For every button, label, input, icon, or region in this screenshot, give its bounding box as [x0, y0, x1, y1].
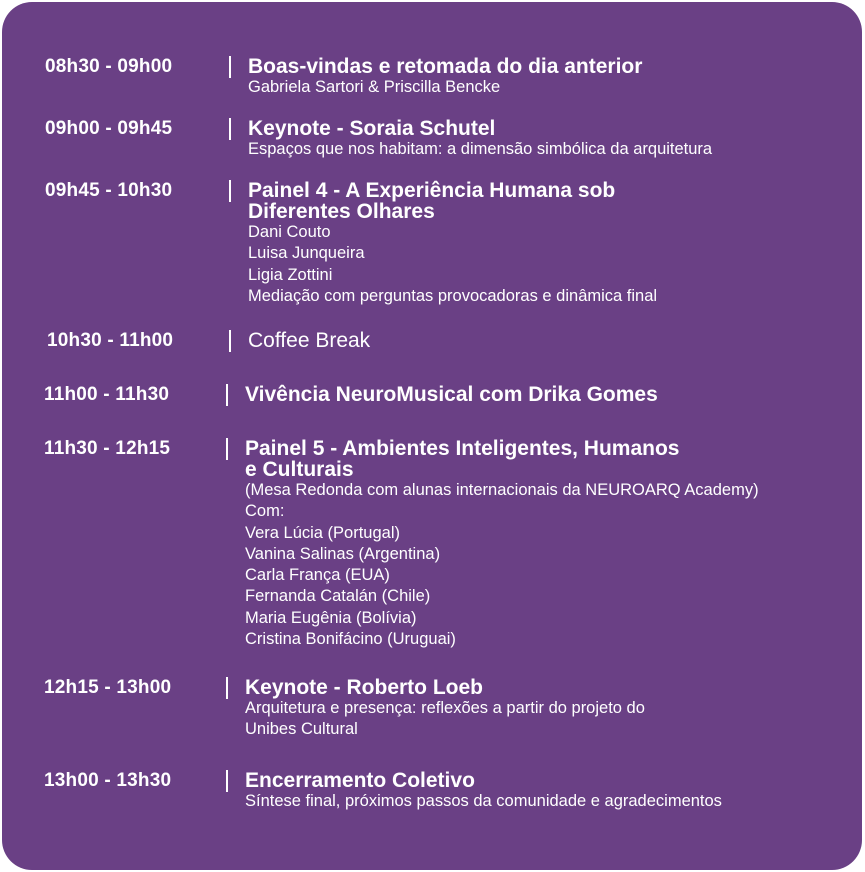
panelist-name: Luisa Junqueira [248, 244, 365, 263]
session-detail: Síntese final, próximos passos da comunidade e agradecimentos [245, 792, 722, 810]
time-slot: 09h00 - 09h45 [45, 118, 173, 139]
panelist-name: Cristina Bonifácino (Uruguai) [245, 630, 456, 649]
session-detail: Gabriela Sartori & Priscilla Bencke [248, 78, 501, 96]
time-slot: 09h45 - 10h30 [45, 180, 173, 201]
separator [226, 438, 228, 460]
session-title: Keynote - Soraia Schutel [248, 117, 496, 140]
time-slot: 11h00 - 11h30 [44, 384, 170, 405]
session-content [245, 384, 852, 405]
separator [229, 56, 231, 78]
session-title: Keynote - Roberto Loeb [245, 676, 484, 699]
session-title: Painel 4 - A Experiência Humana sob Diferentes Olhares [248, 179, 616, 223]
panelist-name: Vanina Salinas (Argentina) [245, 544, 441, 563]
session-detail: Com: [245, 502, 285, 521]
time-slot: 12h15 - 13h00 [44, 677, 172, 698]
session-content [248, 118, 852, 160]
panelist-name: Vera Lúcia (Portugal) [245, 523, 401, 542]
session-content [248, 180, 852, 307]
separator [229, 180, 231, 202]
separator [229, 330, 231, 352]
session-detail: Arquitetura e presença: reflexões a partir do projeto do [245, 699, 645, 717]
session-title: Coffee Break [248, 329, 371, 352]
session-detail: Unibes Cultural [245, 720, 358, 739]
separator [226, 770, 228, 792]
separator [229, 118, 231, 140]
session-content [245, 770, 852, 812]
session-title: Boas-vindas e retomada do dia anterior [248, 55, 643, 78]
time-slot: 11h30 - 12h15 [44, 438, 171, 459]
session-content [248, 330, 852, 351]
session-title: Encerramento Coletivo [245, 769, 475, 792]
session-title: Vivência NeuroMusical com Drika Gomes [245, 383, 658, 406]
session-content [245, 677, 852, 741]
session-detail: (Mesa Redonda com alunas internacionais da NEUROARQ Academy) [245, 481, 759, 499]
panelist-name: Ligia Zottini [248, 265, 333, 284]
panelist-name: Carla França (EUA) [245, 566, 390, 585]
panelist-name: Fernanda Catalán (Chile) [245, 587, 431, 606]
panelist-name: Dani Couto [248, 223, 331, 241]
session-content [248, 56, 852, 98]
panelist-name: Maria Eugênia (Bolívia) [245, 608, 417, 627]
time-slot: 13h00 - 13h30 [44, 770, 172, 791]
time-slot: 10h30 - 11h00 [47, 330, 174, 351]
separator [226, 384, 228, 406]
session-detail: Mediação com perguntas provocadoras e dinâmica final [248, 286, 658, 305]
time-slot: 08h30 - 09h00 [45, 56, 173, 77]
session-content [245, 438, 852, 650]
session-detail: Espaços que nos habitam: a dimensão simbólica da arquitetura [248, 140, 713, 158]
separator [226, 677, 228, 699]
schedule-card [2, 2, 862, 870]
session-title: Painel 5 - Ambientes Inteligentes, Humanos e Culturais [245, 437, 680, 481]
